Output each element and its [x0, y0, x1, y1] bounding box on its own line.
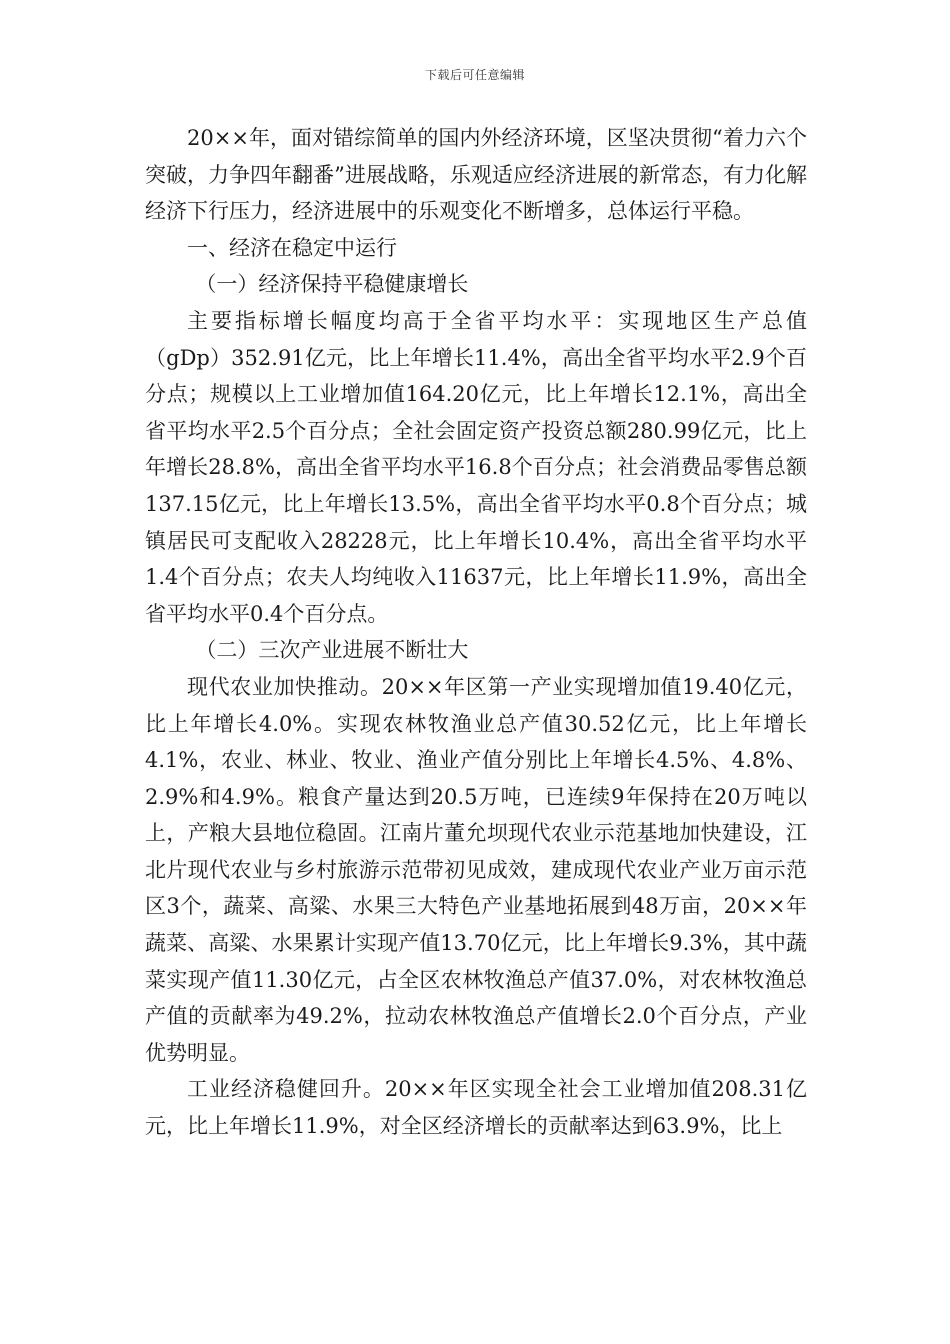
section-heading-1: 一、经济在稳定中运行	[187, 235, 397, 260]
subsection-heading-1: （一）经济保持平稳健康增长	[195, 272, 469, 297]
growth-paragraph: 主要指标增长幅度均高于全省平均水平：实现地区生产总值（gDp）352.91亿元，比上年增长11.4%，高出全省平均水平2.9个百分点；规模以上工业增加值164.20亿元，比上年增长12.1%，高出全省平均水平2.5个百分点；全社会固定资产投资总额280.99亿元，比上年增长28.8%，高出全省平均水平16.8个百分点；社会消费品零售总额137.15亿元，比上年增长13.5%，高出全省平均水平0.8个百分点；城镇居民可支配收入28228元，比上年增长10.4%，高出全省平均水平1.4个百分点；农夫人均纯收入11637元，比上年增长11.9%，高出全省平均水平0.4个百分点。	[145, 308, 807, 626]
industry-paragraph: 工业经济稳健回升。20××年区实现全社会工业增加值208.31亿元，比上年增长11.9%，对全区经济增长的贡献率达到63.9%，比上	[145, 1077, 807, 1139]
header-note: 下载后可任意编辑	[424, 68, 525, 82]
document-body	[145, 120, 807, 1145]
intro-paragraph: 20××年，面对错综简单的国内外经济环境，区坚决贯彻“着力六个突破，力争四年翻番”进展战略，乐观适应经济进展的新常态，有力化解经济下行压力，经济进展中的乐观变化不断增多，总体运行平稳。	[145, 126, 807, 224]
subsection-heading-2: （二）三次产业进展不断壮大	[195, 638, 469, 663]
agriculture-paragraph: 现代农业加快推动。20××年区第一产业实现增加值19.40亿元，比上年增长4.0%。实现农林牧渔业总产值30.52亿元，比上年增长4.1%，农业、林业、牧业、渔业产值分别比上年增长4.5%、4.8%、2.9%和4.9%。粮食产量达到20.5万吨，已连续9年保持在20万吨以上，产粮大县地位稳固。江南片董允坝现代农业示范基地加快建设，江北片现代农业与乡村旅游示范带初见成效，建成现代农业产业万亩示范区3个，蔬菜、高粱、水果三大特色产业基地拓展到48万亩，20××年蔬菜、高粱、水果累计实现产值13.70亿元，比上年增长9.3%，其中蔬菜实现产值11.30亿元，占全区农林牧渔总产值37.0%，对农林牧渔总产值的贡献率为49.2%，拉动农林牧渔总产值增长2.0个百分点，产业优势明显。	[145, 674, 807, 1065]
